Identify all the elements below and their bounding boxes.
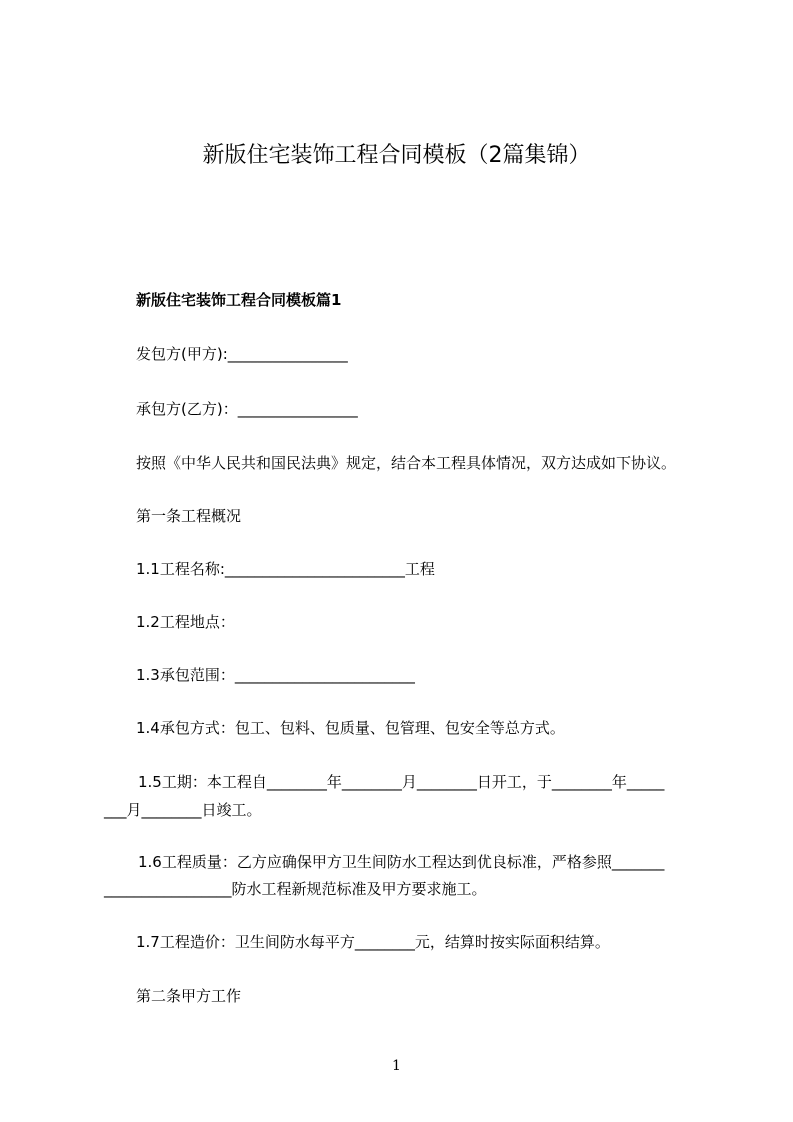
article-1-heading: 第一条工程概况 [136, 507, 242, 525]
party-a-line: 发包方(甲方):________________ [136, 345, 348, 363]
item-1-1: 1.1工程名称:________________________工程 [136, 560, 435, 578]
item-1-7: 1.7工程造价：卫生间防水每平方________元，结算时按实际面积结算。 [136, 933, 610, 951]
document-title: 新版住宅装饰工程合同模板（2篇集锦） [202, 143, 591, 168]
item-1-2: 1.2工程地点： [136, 613, 235, 631]
intro-paragraph: 按照《中华人民共和国民法典》规定，结合本工程具体情况，双方达成如下协议。 [136, 454, 677, 472]
item-1-5-line-1: 1.5工期：本工程自________年________月________日开工，于________年_____ [138, 773, 665, 791]
article-2-heading: 第二条甲方工作 [136, 987, 242, 1005]
item-1-6-line-2: _________________防水工程新规范标准及甲方要求施工。 [104, 880, 487, 898]
item-1-3: 1.3承包范围：________________________ [136, 666, 415, 684]
section-heading: 新版住宅装饰工程合同模板篇1 [136, 291, 342, 309]
item-1-5-line-2: ___月________日竣工。 [104, 801, 262, 819]
party-b-line: 承包方(乙方)：________________ [136, 400, 358, 418]
page-number: 1 [392, 1058, 401, 1074]
item-1-4: 1.4承包方式：包工、包料、包质量、包管理、包安全等总方式。 [136, 719, 565, 737]
item-1-6-line-1: 1.6工程质量：乙方应确保甲方卫生间防水工程达到优良标准，严格参照_______ [138, 853, 665, 871]
